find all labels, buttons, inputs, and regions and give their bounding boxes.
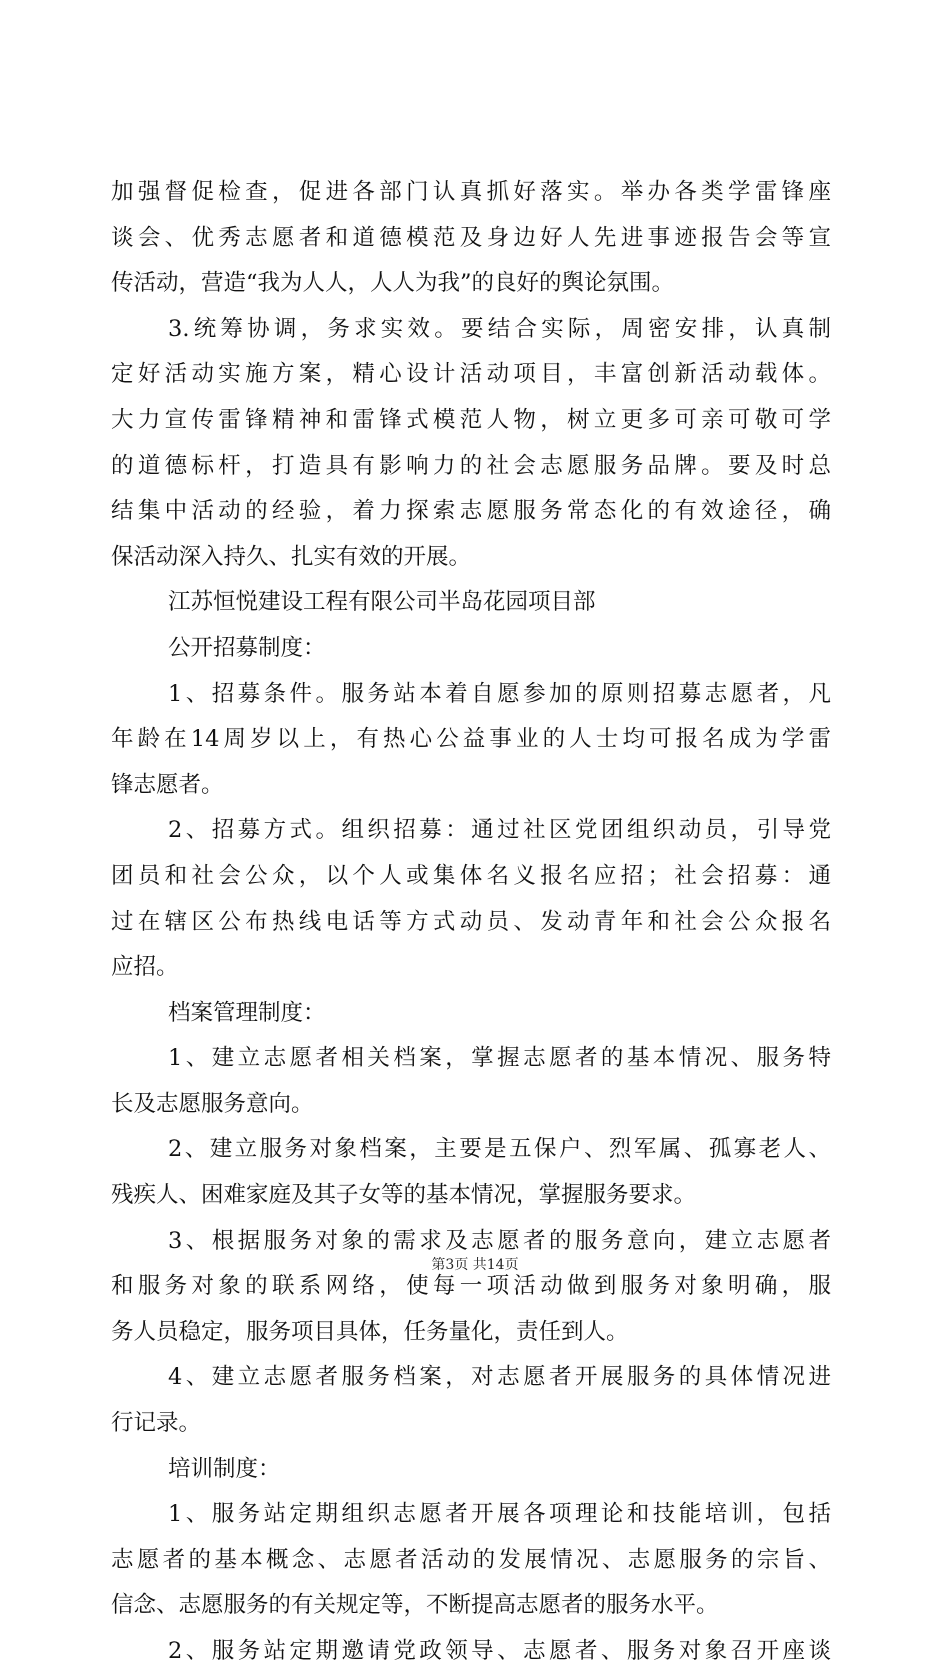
text-line: 行记录。: [111, 1410, 202, 1437]
text-line: 锋志愿者。: [111, 771, 224, 798]
text-line: 加强督促检查，促进各部门认真抓好落实。举办各类学雷锋座: [111, 179, 831, 205]
text-line: 培训制度：: [168, 1455, 281, 1482]
text-line: 残疾人、困难家庭及其子女等的基本情况，掌握服务要求。: [111, 1182, 697, 1209]
text-line: 2、招募方式。组织招募：通过社区党团组织动员，引导党: [168, 817, 831, 844]
text-line: 档案管理制度：: [168, 999, 326, 1026]
text-line: 大力宣传雷锋精神和雷锋式模范人物，树立更多可亲可敬可学: [111, 406, 831, 433]
text-line: 3、根据服务对象的需求及志愿者的服务意向，建立志愿者: [168, 1227, 831, 1254]
text-line: 保活动深入持久、扎实有效的开展。: [111, 543, 472, 570]
text-line: 江苏恒悦建设工程有限公司半岛花园项目部: [168, 589, 596, 616]
text-line: 信念、志愿服务的有关规定等，不断提高志愿者的服务水平。: [111, 1592, 719, 1619]
text-line: 3.统筹协调，务求实效。要结合实际，周密安排，认真制: [168, 315, 831, 342]
text-line: 1、招募条件。服务站本着自愿参加的原则招募志愿者，凡: [168, 680, 831, 707]
text-line: 的道德标杆，打造具有影响力的社会志愿服务品牌。要及时总: [111, 452, 831, 479]
text-line: 1、建立志愿者相关档案，掌握志愿者的基本情况、服务特: [168, 1045, 831, 1072]
text-line: 结集中活动的经验，着力探索志愿服务常态化的有效途径，确: [111, 498, 831, 525]
text-line: 过在辖区公布热线电话等方式动员、发动青年和社会公众报名: [111, 908, 831, 935]
text-line: 年龄在14周岁以上，有热心公益事业的人士均可报名成为学雷: [111, 726, 831, 753]
text-line: 4、建立志愿者服务档案，对志愿者开展服务的具体情况进: [168, 1364, 831, 1391]
document-body: [111, 170, 831, 1675]
text-line: 务人员稳定，服务项目具体，任务量化，责任到人。: [111, 1318, 629, 1345]
text-line: 2、建立服务对象档案，主要是五保户、烈军属、孤寡老人、: [168, 1136, 831, 1163]
text-line: 谈会、优秀志愿者和道德模范及身边好人先进事迹报告会等宣: [111, 224, 831, 251]
text-line: 定好活动实施方案，精心设计活动项目，丰富创新活动载体。: [111, 361, 831, 388]
text-line: 应招。: [111, 954, 179, 981]
text-line: 公开招募制度：: [168, 634, 326, 661]
text-line: 长及志愿服务意向。: [111, 1090, 314, 1117]
text-line: 团员和社会公众，以个人或集体名义报名应招；社会招募：通: [111, 862, 831, 889]
text-line: 传活动，营造“我为人人，人人为我”的良好的舆论氛围。: [111, 270, 675, 297]
text-line: 和服务对象的联系网络，使每一项活动做到服务对象明确，服: [111, 1273, 831, 1300]
page-footer: 第3页 共14页: [431, 1257, 519, 1273]
text-line: 2、服务站定期邀请党政领导、志愿者、服务对象召开座谈: [168, 1638, 831, 1664]
text-line: 志愿者的基本概念、志愿者活动的发展情况、志愿服务的宗旨、: [111, 1546, 831, 1573]
text-line: 1、服务站定期组织志愿者开展各项理论和技能培训，包括: [168, 1501, 831, 1528]
